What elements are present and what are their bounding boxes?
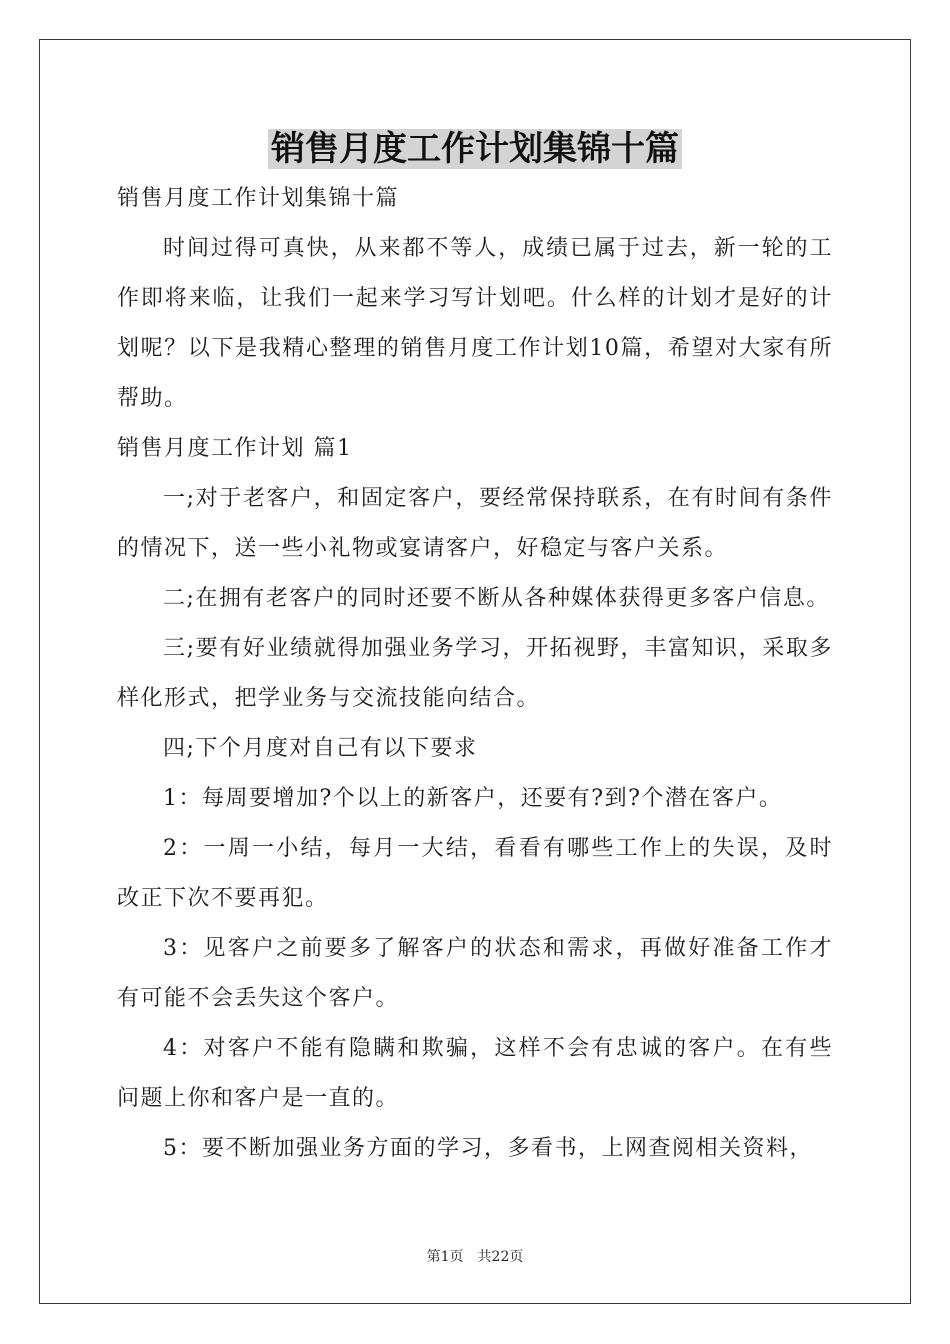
paragraph: 1：每周要增加?个以上的新客户，还要有?到?个潜在客户。 [163, 786, 783, 811]
section-heading: 销售月度工作计划 篇1 [117, 436, 353, 461]
paragraph: 一;对于老客户，和固定客户，要经常保持联系，在有时间有条件的情况下，送一些小礼物或宴请客户，好稳定与客户关系。 [117, 486, 833, 561]
paragraph: 时间过得可真快，从来都不等人，成绩已属于过去，新一轮的工作即将来临，让我们一起来学习写计划吧。什么样的计划才是好的计划呢？以下是我精心整理的销售月度工作计划10篇，希望对大家有所帮助。 [117, 236, 833, 411]
paragraph: 4：对客户不能有隐瞒和欺骗，这样不会有忠诚的客户。在有些问题上你和客户是一直的。 [117, 1036, 833, 1111]
paragraph: 三;要有好业绩就得加强业务学习，开拓视野，丰富知识，采取多样化形式，把学业务与交流技能向结合。 [117, 636, 833, 711]
paragraph: 5：要不断加强业务方面的学习，多看书，上网查阅相关资料， [163, 1136, 813, 1161]
paragraph: 3：见客户之前要多了解客户的状态和需求，再做好准备工作才有可能不会丢失这个客户。 [117, 936, 833, 1011]
paragraph: 四;下个月度对自己有以下要求 [163, 736, 478, 761]
page-number: 第1页 共22页 [426, 1249, 524, 1265]
paragraph: 二;在拥有老客户的同时还要不断从各种媒体获得更多客户信息。 [163, 586, 830, 611]
document-body [117, 174, 833, 1174]
paragraph: 2：一周一小结，每月一大结，看看有哪些工作上的失误，及时改正下次不要再犯。 [117, 836, 833, 911]
document-title: 销售月度工作计划集锦十篇 [0, 124, 950, 174]
paragraph: 销售月度工作计划集锦十篇 [117, 186, 400, 211]
